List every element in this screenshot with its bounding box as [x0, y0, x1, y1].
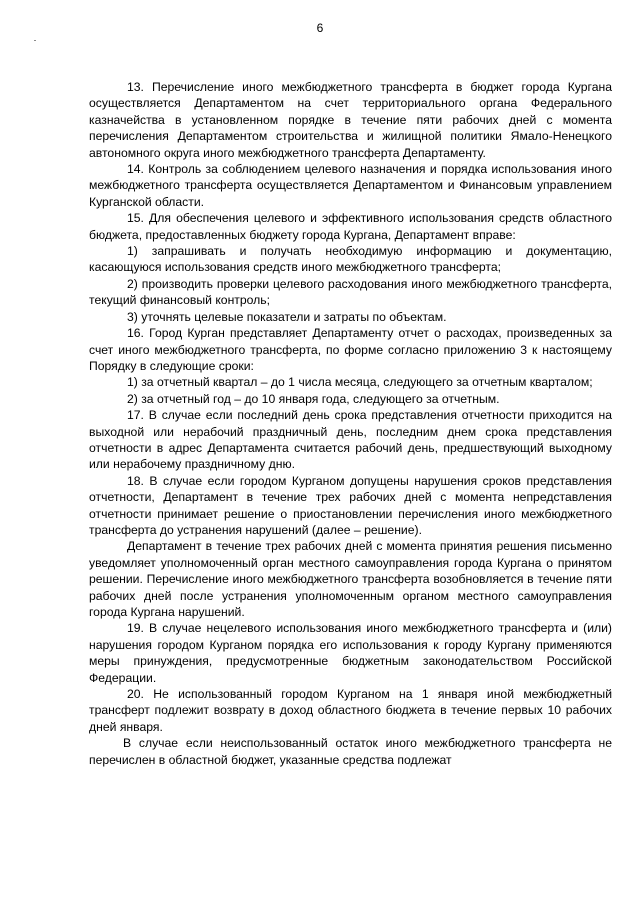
paragraph-18: 18. В случае если городом Курганом допущены нарушения сроков представления отчетности, Департамент в течение трех рабочих дней с момента непредставления отчетности принимает решение о приостановлении перечисления иного межбюджетного трансферта до устранения нарушений (далее – решение). — [89, 473, 612, 537]
page-number: 6 — [316, 21, 324, 35]
paragraph-17: 17. В случае если последний день срока представления отчетности приходится на выходной или нерабочий праздничный день, последним днем срока представления отчетности в адрес Департамента считается рабочий день, предшествующий выходному или нерабочему праздничному дню. — [89, 408, 612, 472]
paragraph-14: 14. Контроль за соблюдением целевого назначения и порядка использования иного межбюджетного трансферта осуществляется Департаментом и Финансовым управлением Курганской области. — [89, 162, 612, 209]
paragraph-20: 20. Не использованный городом Курганом на 1 января иной межбюджетный трансферт подлежит возврату в доход областного бюджета в течение первых 10 рабочих дней января. — [89, 687, 612, 734]
paragraph-15-item-2: 2) производить проверки целевого расходования иного межбюджетного трансферта, текущий финансовый контроль; — [89, 276, 612, 308]
paragraph-16: 16. Город Курган представляет Департаменту отчет о расходах, произведенных за счет иного межбюджетного трансферта, по форме согласно приложению 3 к настоящему Порядку в следующие сроки: — [89, 326, 612, 373]
paragraph-16-item-2: 2) за отчетный год – до 10 января года, следующего за отчетным. — [127, 391, 500, 406]
paragraph-15-item-3: 3) уточнять целевые показатели и затраты по объектам. — [127, 309, 447, 324]
paragraph-16-item-1: 1) за отчетный квартал – до 1 числа месяца, следующего за отчетным кварталом; — [127, 375, 593, 390]
paragraph-20-continued: В случае если неиспользованный остаток иного межбюджетного трансферта не перечислен в областной бюджет, указанные средства подлежат — [89, 736, 612, 767]
paragraph-18-continued: Департамент в течение трех рабочих дней с момента принятия решения письменно уведомляет уполномоченный орган местного самоуправления города Кургана о принятом решении. Перечисление иного межбюджетного трансферта возобновляется в течение пяти рабочих дней после устранения уполномоченным органом местного самоуправления города Кургана нарушений. — [89, 539, 612, 619]
scan-mark — [34, 40, 36, 41]
paragraph-13: 13. Перечисление иного межбюджетного трансферта в бюджет города Кургана осуществляется Департаментом на счет территориального органа Федерального казначейства в установленном порядке в течение пяти рабочих дней с момента перечисления Департаментом строительства и жилищной политики Ямало-Ненецкого автономного округа иного межбюджетного трансферта Департаменту. — [89, 80, 612, 160]
paragraph-19: 19. В случае нецелевого использования иного межбюджетного трансферта и (или) нарушения городом Курганом порядка его использования к городу Кургану применяются меры принуждения, предусмотренные бюджетным законодательством Российской Федерации. — [89, 621, 612, 685]
paragraph-15: 15. Для обеспечения целевого и эффективного использования средств областного бюджета, предоставленных бюджету города Кургана, Департамент вправе: — [89, 211, 612, 242]
paragraph-15-item-1: 1) запрашивать и получать необходимую информацию и документацию, касающуюся использования средств иного межбюджетного трансферта; — [89, 244, 612, 275]
document-body — [89, 79, 612, 768]
